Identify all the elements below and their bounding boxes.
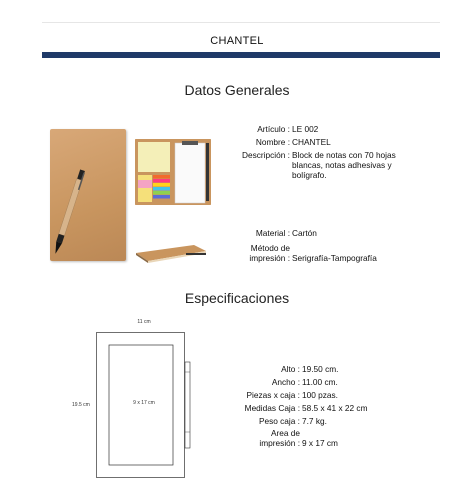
header-accent-bar: [42, 52, 440, 58]
diagram-print-area-label: 9 x 17 cm: [133, 400, 155, 406]
nombre-label: Nombre :: [255, 137, 290, 147]
diagram-width-label: 11 cm: [137, 319, 151, 325]
descripcion-line-2: blancas, notas adhesivas y: [292, 160, 392, 170]
metodo-label-1: Método de: [250, 243, 290, 253]
piezas-value: 100 pzas.: [302, 390, 338, 400]
peso-value: 7.7 kg.: [302, 416, 327, 426]
articulo-value: LE 002: [292, 124, 319, 134]
metodo-label-2: impresión :: [249, 253, 290, 263]
piezas-label: Piezas x caja :: [246, 390, 300, 400]
medidas-value: 58.5 x 41 x 22 cm: [302, 403, 368, 413]
metodo-value: Serigrafía-Tampografía: [292, 253, 377, 263]
area-label-1: Area de: [270, 428, 300, 438]
top-divider: [42, 22, 440, 23]
peso-label: Peso caja :: [258, 416, 300, 426]
area-value: 9 x 17 cm: [302, 438, 338, 448]
area-label-2: impresión :: [259, 438, 300, 448]
section-title-specs: Especificaciones: [184, 290, 290, 306]
descripcion-line-3: bolígrafo.: [292, 170, 327, 180]
descripcion-line-1: Block de notas con 70 hojas: [292, 150, 396, 160]
material-value: Cartón: [292, 228, 317, 238]
medidas-label: Medidas Caja :: [244, 403, 300, 413]
articulo-label: Artículo :: [257, 124, 290, 134]
descripcion-label: Descripción :: [242, 150, 290, 160]
diagram-height-label: 19.5 cm: [72, 402, 90, 408]
general-data-table: [0, 124, 474, 264]
ancho-value: 11.00 cm.: [302, 377, 338, 387]
specs-data-table: [0, 364, 474, 454]
nombre-value: CHANTEL: [292, 137, 331, 147]
ancho-label: Ancho :: [271, 377, 300, 387]
alto-label: Alto :: [281, 364, 300, 374]
brand-title: CHANTEL: [210, 35, 264, 47]
alto-value: 19.50 cm.: [302, 364, 339, 374]
section-title-general: Datos Generales: [184, 82, 290, 98]
material-label: Material :: [255, 228, 290, 238]
